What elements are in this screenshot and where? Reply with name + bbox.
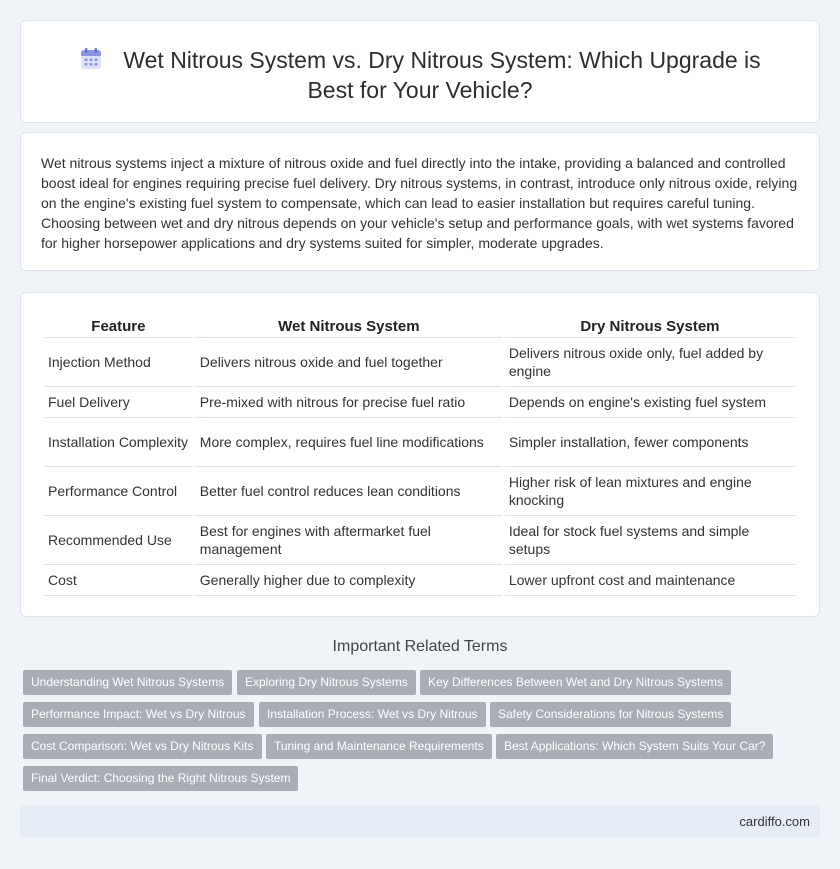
related-tag[interactable]: Exploring Dry Nitrous Systems (237, 670, 416, 695)
header-dry: Dry Nitrous System (505, 315, 795, 338)
feature-cell: Fuel Delivery (44, 387, 193, 418)
wet-cell: Better fuel control reduces lean conditions (196, 467, 502, 516)
related-tag[interactable]: Tuning and Maintenance Requirements (266, 734, 492, 759)
wet-cell: More complex, requires fuel line modifications (196, 418, 502, 467)
comparison-card (20, 292, 820, 617)
summary-card (20, 132, 820, 271)
table-row (44, 418, 795, 467)
table-row (44, 338, 795, 387)
calendar-icon (79, 47, 103, 71)
dry-cell: Ideal for stock fuel systems and simple setups (505, 516, 795, 565)
feature-cell: Injection Method (44, 338, 193, 387)
wet-cell: Pre-mixed with nitrous for precise fuel ratio (196, 387, 502, 418)
comparison-table (41, 315, 798, 596)
related-tag[interactable]: Performance Impact: Wet vs Dry Nitrous (23, 702, 254, 727)
wet-cell: Best for engines with aftermarket fuel management (196, 516, 502, 565)
table-row (44, 565, 795, 596)
footer-site[interactable]: cardiffo.com (739, 814, 810, 829)
header-feature: Feature (44, 315, 193, 338)
dry-cell: Depends on engine's existing fuel system (505, 387, 795, 418)
feature-cell: Recommended Use (44, 516, 193, 565)
wet-cell: Generally higher due to complexity (196, 565, 502, 596)
feature-cell: Performance Control (44, 467, 193, 516)
related-terms-title: Important Related Terms (332, 638, 508, 655)
feature-cell: Cost (44, 565, 193, 596)
feature-cell: Installation Complexity (44, 418, 193, 467)
dry-cell: Lower upfront cost and maintenance (505, 565, 795, 596)
summary-text: Wet nitrous systems inject a mixture of nitrous oxide and fuel directly into the intake, providing a balanced and controlled boost ideal for engines requiring precise fuel delivery. Dry nitrous systems, in contrast, introduce only nitrous oxide, relying on the engine's existing fuel system to compensate, which can lead to easier installation but requires careful tuning. Choosing between wet and dry nitrous depends on your vehicle's setup and performance goals, with wet systems favored for higher horsepower applications and dry systems suited for simpler, moderate upgrades. (41, 155, 798, 251)
dry-cell: Higher risk of lean mixtures and engine knocking (505, 467, 795, 516)
header-wet: Wet Nitrous System (196, 315, 502, 338)
dry-cell: Simpler installation, fewer components (505, 418, 795, 467)
dry-cell: Delivers nitrous oxide only, fuel added by engine (505, 338, 795, 387)
table-row (44, 387, 795, 418)
table-row (44, 467, 795, 516)
table-header-row (44, 315, 795, 338)
related-tag[interactable]: Cost Comparison: Wet vs Dry Nitrous Kits (23, 734, 262, 759)
footer (20, 806, 820, 838)
related-tag[interactable]: Safety Considerations for Nitrous Systems (490, 702, 731, 727)
page-title: Wet Nitrous System vs. Dry Nitrous System: Which Upgrade is Best for Your Vehicle? (123, 47, 761, 103)
related-tag[interactable]: Final Verdict: Choosing the Right Nitrous System (23, 766, 298, 791)
wet-cell: Delivers nitrous oxide and fuel together (196, 338, 502, 387)
related-tag[interactable]: Understanding Wet Nitrous Systems (23, 670, 232, 695)
title-card (20, 20, 820, 123)
table-row (44, 516, 795, 565)
related-tag[interactable]: Best Applications: Which System Suits Your Car? (496, 734, 773, 759)
related-tag[interactable]: Installation Process: Wet vs Dry Nitrous (259, 702, 486, 727)
page-title-wrap (21, 45, 819, 105)
related-tag[interactable]: Key Differences Between Wet and Dry Nitrous Systems (420, 670, 731, 695)
